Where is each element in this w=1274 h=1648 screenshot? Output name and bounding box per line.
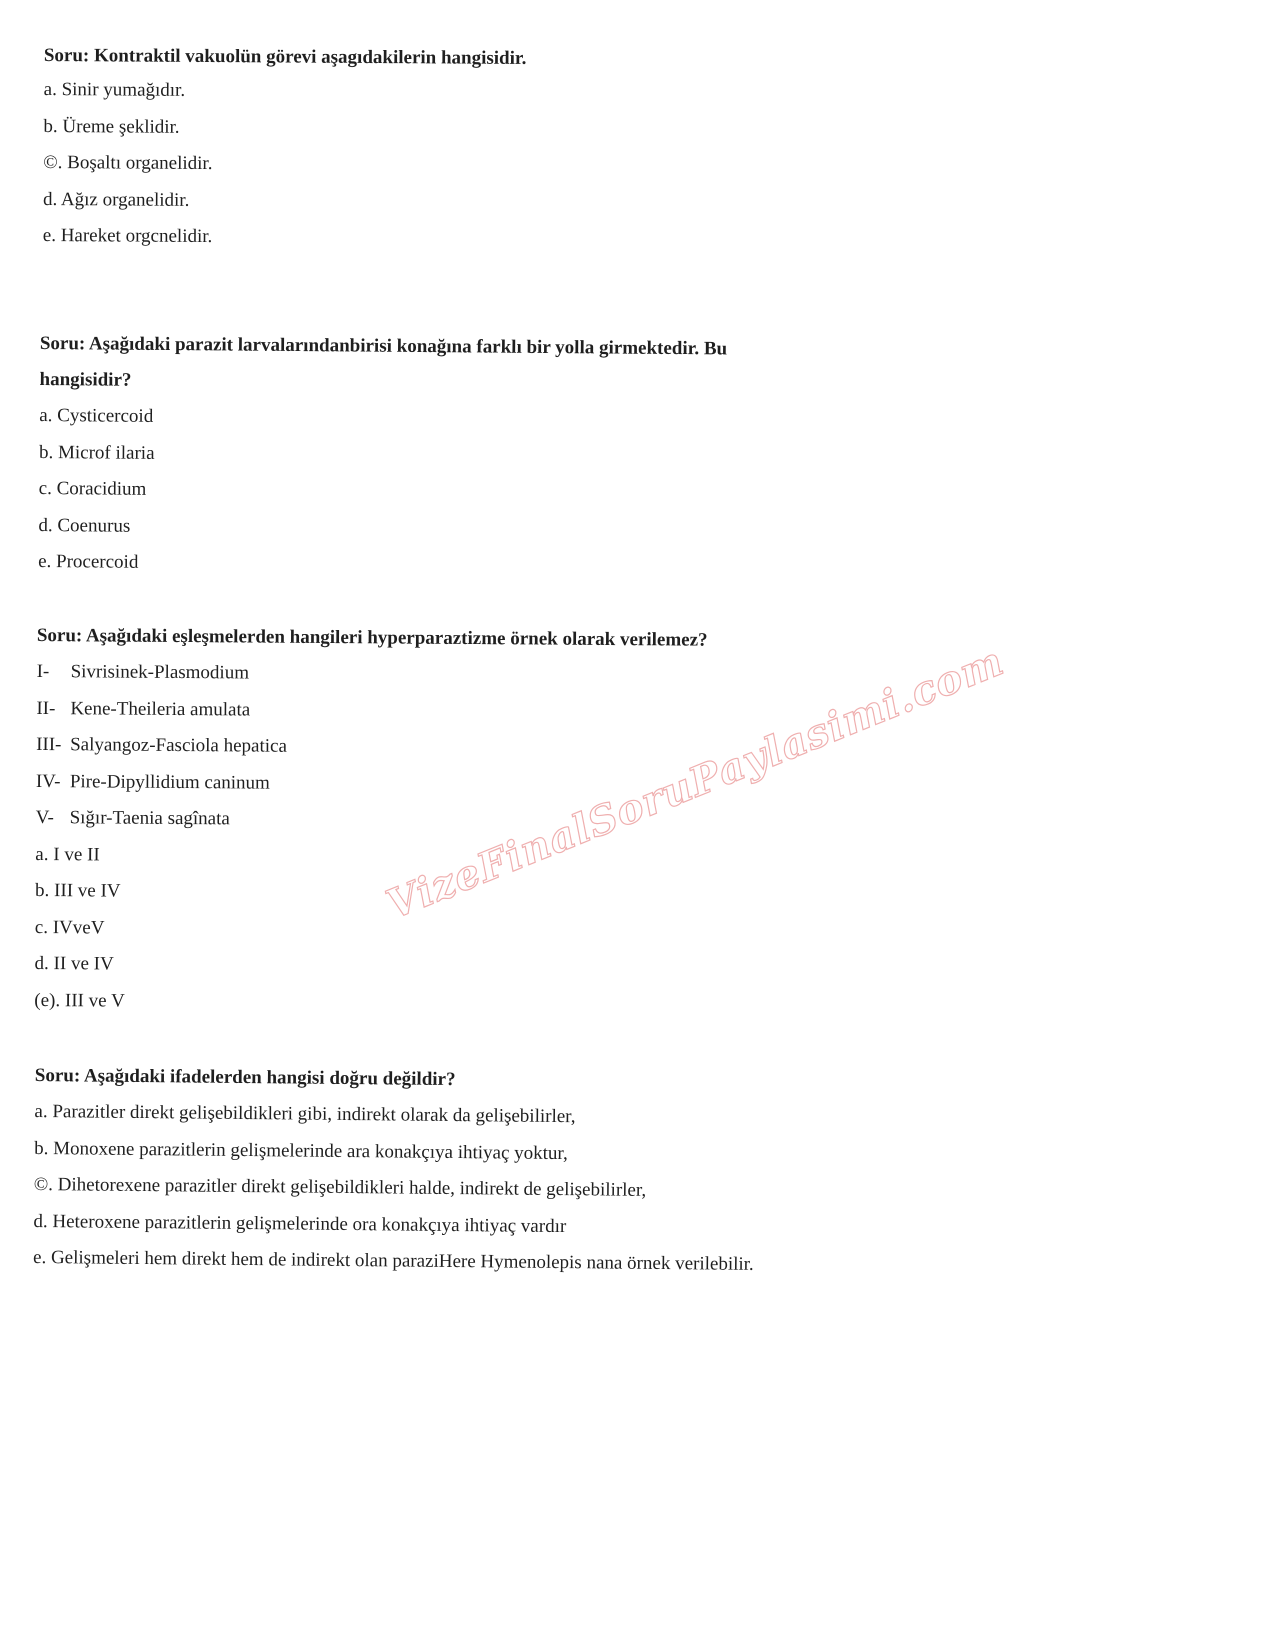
statement-text: Sivrisinek-Plasmodium (70, 661, 250, 684)
option-b: b. Microf ilaria (38, 441, 155, 464)
statement-text: Kene-Theileria amulata (70, 697, 251, 720)
option-a: a. Sinir yumağıdır. (43, 78, 186, 101)
question-title: Soru: Kontraktil vakuolün görevi aşagıdakilerin hangisidir. (43, 44, 527, 69)
option-d: d. II ve IV (34, 952, 114, 975)
option-a: a. I ve II (35, 843, 100, 865)
option-c: c. Coracidium (38, 477, 147, 500)
option-d: d. Heteroxene parazitlerin gelişmelerinde ora konakçıya ihtiyaç vardır (33, 1210, 567, 1237)
option-b: b. Monoxene parazitlerin gelişmelerinde ara konakçıya ihtiyaç yoktur, (34, 1137, 568, 1164)
question-2 (38, 326, 840, 587)
statement-text: Sığır-Taenia sagînata (69, 807, 230, 830)
option-d: d. Coenurus (38, 514, 131, 537)
question-title: Soru: Aşağıdaki eşleşmelerden hangileri hyperparaztizme örnek olarak verilemez? (36, 624, 708, 651)
statement-5 (35, 800, 835, 842)
option-c: c. IVveV (34, 916, 105, 938)
statement-text: Pire-Dipyllidium caninum (69, 770, 270, 794)
option-b: b. Üreme şeklidir. (43, 115, 180, 138)
question-3 (34, 618, 837, 1025)
option-e: (e). III ve V (34, 989, 125, 1012)
option-a: a. Cysticercoid (39, 404, 154, 427)
statement-label: III- (36, 733, 62, 756)
statement-label: I- (36, 660, 50, 683)
option-c: ©. Dihetorexene parazitler direkt gelişebildikleri halde, indirekt de gelişebilirler, (33, 1173, 647, 1201)
question-title: Soru: Aşağıdaki parazit larvalarındanbirisi konağına farklı bir yolla girmektedir. Bu hangisidir? (39, 332, 728, 391)
statement-2 (36, 690, 836, 732)
option-d: d. Ağız organelidir. (42, 188, 190, 211)
statement-label: II- (36, 697, 56, 719)
option-a: a. Parazitler direkt gelişebildikleri gibi, indirekt olarak da gelişebilirler, (34, 1100, 576, 1128)
statement-text: Salyangoz-Fasciola hepatica (70, 734, 288, 757)
statement-label: IV- (35, 770, 61, 792)
option-c: ©. Boşaltı organelidir. (43, 151, 213, 175)
question-1 (43, 38, 844, 259)
option-b: b. III ve IV (35, 879, 121, 902)
statement-label: V- (35, 806, 54, 829)
question-title: Soru: Aşağıdaki ifadelerden hangisi doğru değildir? (34, 1064, 456, 1091)
option-e: e. Hareket orgcnelidir. (42, 224, 213, 248)
statement-1 (36, 654, 836, 696)
option-e: e. Procercoid (38, 550, 139, 573)
option-e: e. Gelişmeleri hem direkt hem de indirekt olan paraziHere Hymenolepis nana örnek verilebilir. (32, 1246, 754, 1275)
question-4 (33, 1058, 815, 1284)
watermark: VizeFinalSoruPaylasimi.com (380, 637, 1011, 929)
